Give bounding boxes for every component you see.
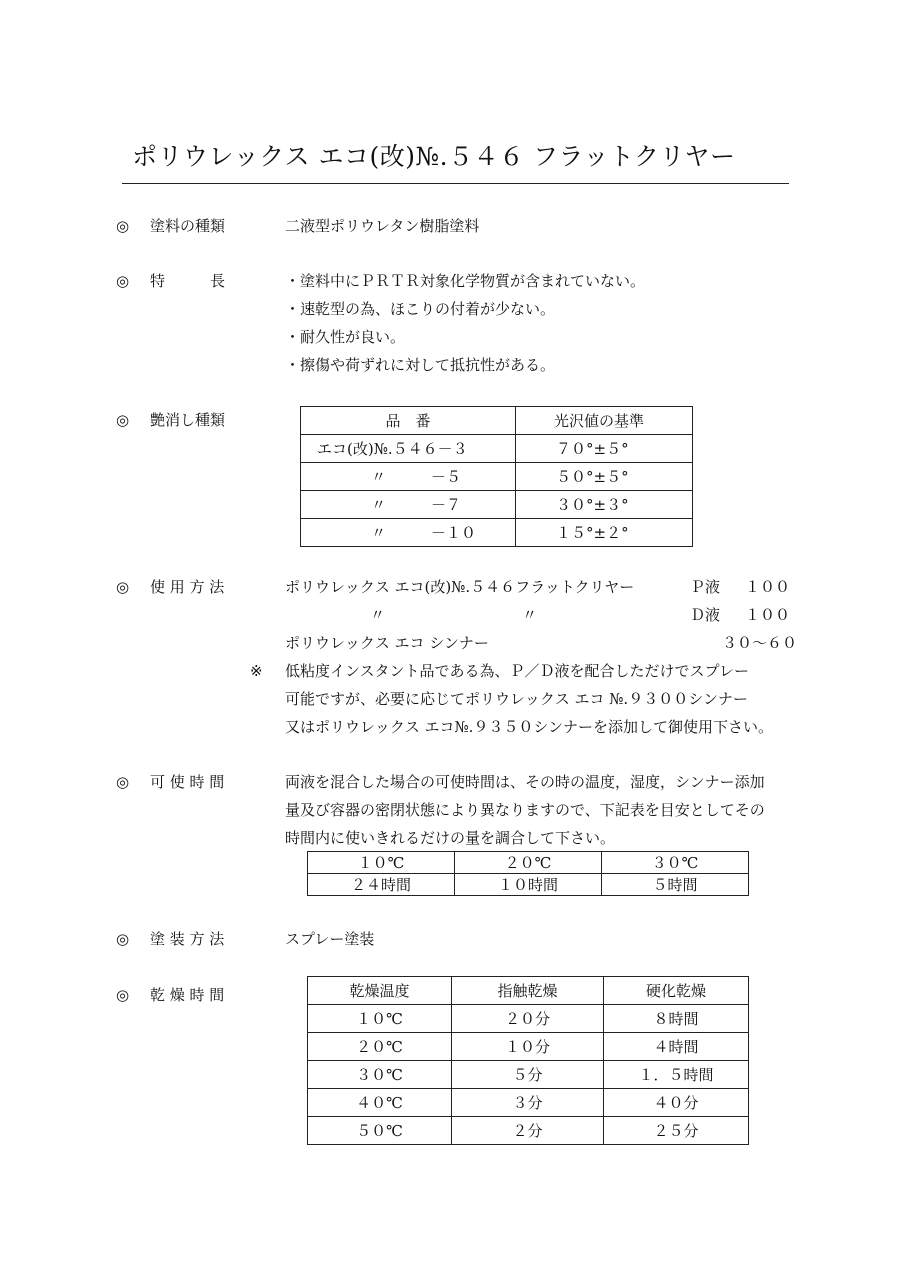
section-mark: ◎ (116, 930, 130, 948)
title-underline (122, 183, 789, 184)
drying-touch-cell: ２０分 (452, 1005, 604, 1033)
matte-product-cell: 〃 －５ (301, 463, 516, 491)
matte-gloss-cell: １５°±２° (516, 519, 693, 547)
matte-product-cell: 〃 －１０ (301, 519, 516, 547)
drying-touch-cell: ５分 (452, 1061, 604, 1089)
potlife-time-cell: １０時間 (455, 874, 602, 896)
drying-temp-cell: １０℃ (308, 1005, 452, 1033)
matte-gloss-cell: ７０°±５° (516, 435, 693, 463)
usage-note-line: 低粘度インスタント品である為、Ｐ／Ｄ液を配合しただけでスプレー (285, 662, 749, 680)
section-mark: ◎ (116, 217, 130, 235)
usage-line-liquid: Ｐ液 (690, 578, 721, 596)
drying-cure-cell: ４時間 (604, 1033, 749, 1061)
drying-cure-cell: ４０分 (604, 1089, 749, 1117)
drying-temp-cell: ５０℃ (308, 1117, 452, 1145)
usage-line-name: ポリウレックス エコ(改)№.５４６フラットクリヤー (285, 578, 635, 596)
drying-header: 乾燥温度 (308, 977, 452, 1005)
potlife-temp-cell: ３０℃ (602, 852, 749, 874)
feature-item: ・耐久性が良い。 (285, 328, 406, 346)
matte-product-cell: 〃 －７ (301, 491, 516, 519)
drying-header: 硬化乾燥 (604, 977, 749, 1005)
potlife-time-cell: ２４時間 (308, 874, 455, 896)
drying-cure-cell: １．５時間 (604, 1061, 749, 1089)
drying-touch-cell: ２分 (452, 1117, 604, 1145)
drying-touch-cell: １０分 (452, 1033, 604, 1061)
drying-table (307, 976, 749, 1145)
usage-line-amount: ３０～６０ (722, 634, 798, 652)
section-label-drying: 乾 燥 時 間 (150, 986, 225, 1004)
potlife-text-line: 時間内に使いきれるだけの量を調合して下さい。 (285, 829, 616, 847)
usage-line-amount: １００ (745, 578, 791, 596)
potlife-text-line: 量及び容器の密閉状態により異なりますので、下記表を目安としてその (285, 801, 765, 819)
feature-item: ・速乾型の為、ほこりの付着が少ない。 (285, 300, 556, 318)
potlife-temp-cell: ２０℃ (455, 852, 602, 874)
section-mark: ◎ (116, 272, 130, 290)
section-label-method: 塗 装 方 法 (150, 930, 225, 948)
matte-product-cell: エコ(改)№.５４６－３ (301, 435, 516, 463)
potlife-temp-cell: １０℃ (308, 852, 455, 874)
section-label-matte: 艶消し種類 (150, 411, 226, 429)
matte-gloss-cell: ５０°±５° (516, 463, 693, 491)
drying-temp-cell: ２０℃ (308, 1033, 452, 1061)
section-mark: ◎ (116, 986, 130, 1004)
drying-cure-cell: ２５分 (604, 1117, 749, 1145)
drying-touch-cell: ３分 (452, 1089, 604, 1117)
feature-item: ・塗料中にＰＲＴＲ対象化学物質が含まれていない。 (285, 272, 646, 290)
feature-item: ・擦傷や荷ずれに対して抵抗性がある。 (285, 356, 556, 374)
section-label-usage: 使 用 方 法 (150, 578, 225, 596)
usage-line-liquid: Ｄ液 (690, 606, 721, 624)
section-label-features: 特 長 (150, 272, 226, 290)
drying-temp-cell: ４０℃ (308, 1089, 452, 1117)
usage-line-name: ポリウレックス エコ シンナー (285, 634, 489, 652)
matte-header-product: 品 番 (301, 407, 516, 435)
usage-line-ditto: 〃 (522, 606, 538, 624)
usage-note-line: 可能ですが、必要に応じてポリウレックス エコ №.９３００シンナー (285, 690, 748, 708)
section-mark: ◎ (116, 411, 130, 429)
section-mark: ◎ (116, 578, 130, 596)
potlife-text-line: 両液を混合した場合の可使時間は、その時の温度，湿度，シンナー添加 (285, 773, 765, 791)
drying-temp-cell: ３０℃ (308, 1061, 452, 1089)
page-title: ポリウレックス エコ(改)№.５４６ フラットクリヤー (132, 142, 736, 171)
potlife-time-cell: ５時間 (602, 874, 749, 896)
paint-type-value: 二液型ポリウレタン樹脂塗料 (285, 217, 480, 235)
usage-line-ditto: 〃 (370, 606, 386, 624)
matte-gloss-cell: ３０°±３° (516, 491, 693, 519)
matte-header-gloss: 光沢値の基準 (516, 407, 693, 435)
section-label-potlife: 可 使 時 間 (150, 773, 225, 791)
drying-header: 指触乾燥 (452, 977, 604, 1005)
drying-cure-cell: ８時間 (604, 1005, 749, 1033)
potlife-table (307, 851, 749, 896)
usage-note-line: 又はポリウレックス エコ№.９３５０シンナーを添加して御使用下さい。 (285, 718, 774, 736)
coating-method-value: スプレー塗装 (285, 930, 375, 948)
matte-table (300, 406, 693, 547)
section-mark: ◎ (116, 773, 130, 791)
section-label-type: 塗料の種類 (150, 217, 226, 235)
usage-line-amount: １００ (745, 606, 791, 624)
note-mark: ※ (250, 662, 263, 680)
